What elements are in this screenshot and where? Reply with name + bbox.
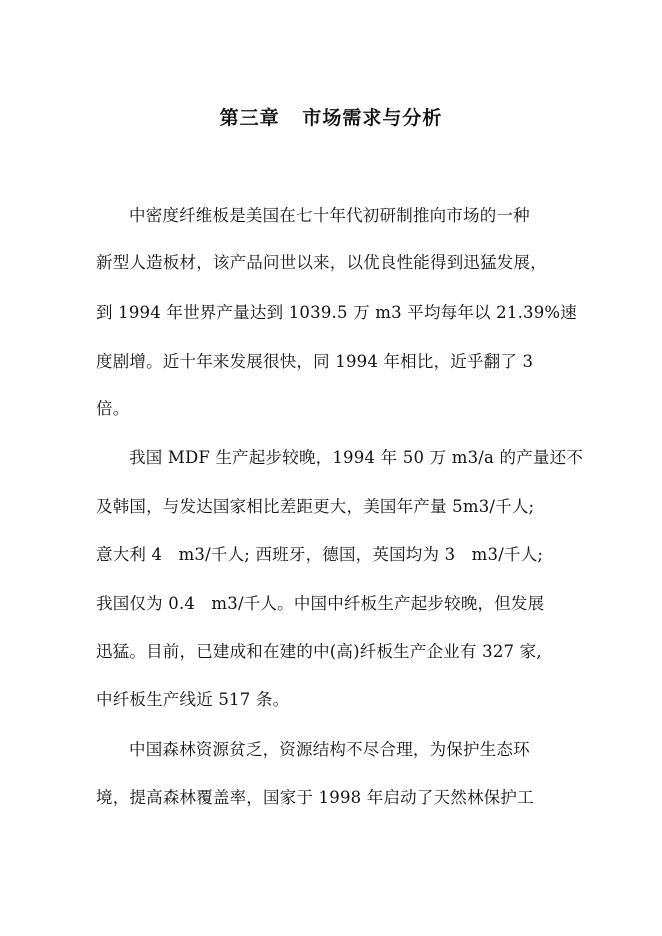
paragraph-2-line-4: 我国仅为 0.4 m3/千人。中国中纤板生产起步较晚，但发展 <box>96 594 545 613</box>
paragraph-1-line-3: 到 1994 年世界产量达到 1039.5 万 m3 平均每年以 21.39%速 <box>96 303 577 322</box>
paragraph-2-line-6: 中纤板生产线近 517 条。 <box>96 690 290 709</box>
paragraph-1-line-4: 度剧增。近十年来发展很快，同 1994 年相比，近乎翻了 3 <box>96 352 534 371</box>
paragraph-2-line-5: 迅猛。目前，已建成和在建的中(高)纤板生产企业有 327 家, <box>96 642 542 661</box>
paragraph-1-line-2: 新型人造板材，该产品问世以来，以优良性能得到迅猛发展， <box>96 253 547 272</box>
paragraph-2-line-1: 我国 MDF 生产起步较晚，1994 年 50 万 m3/a 的产量还不 <box>129 448 584 467</box>
paragraph-1-line-5: 倍。 <box>96 399 130 418</box>
chapter-title: 第三章 市场需求与分析 <box>219 107 443 129</box>
paragraph-3-line-1: 中国森林资源贫乏，资源结构不尽合理，为保护生态环 <box>129 740 530 759</box>
paragraph-3-line-2: 境，提高森林覆盖率，国家于 1998 年启动了天然林保护工 <box>96 788 534 807</box>
paragraph-2-line-3: 意大利 4 m3/千人; 西班牙，德国，英国均为 3 m3/千人; <box>96 545 544 564</box>
paragraph-2-line-2: 及韩国，与发达国家相比差距更大，美国年产量 5m3/千人; <box>96 497 535 516</box>
paragraph-1-line-1: 中密度纤维板是美国在七十年代初研制推向市场的一种 <box>129 206 530 225</box>
